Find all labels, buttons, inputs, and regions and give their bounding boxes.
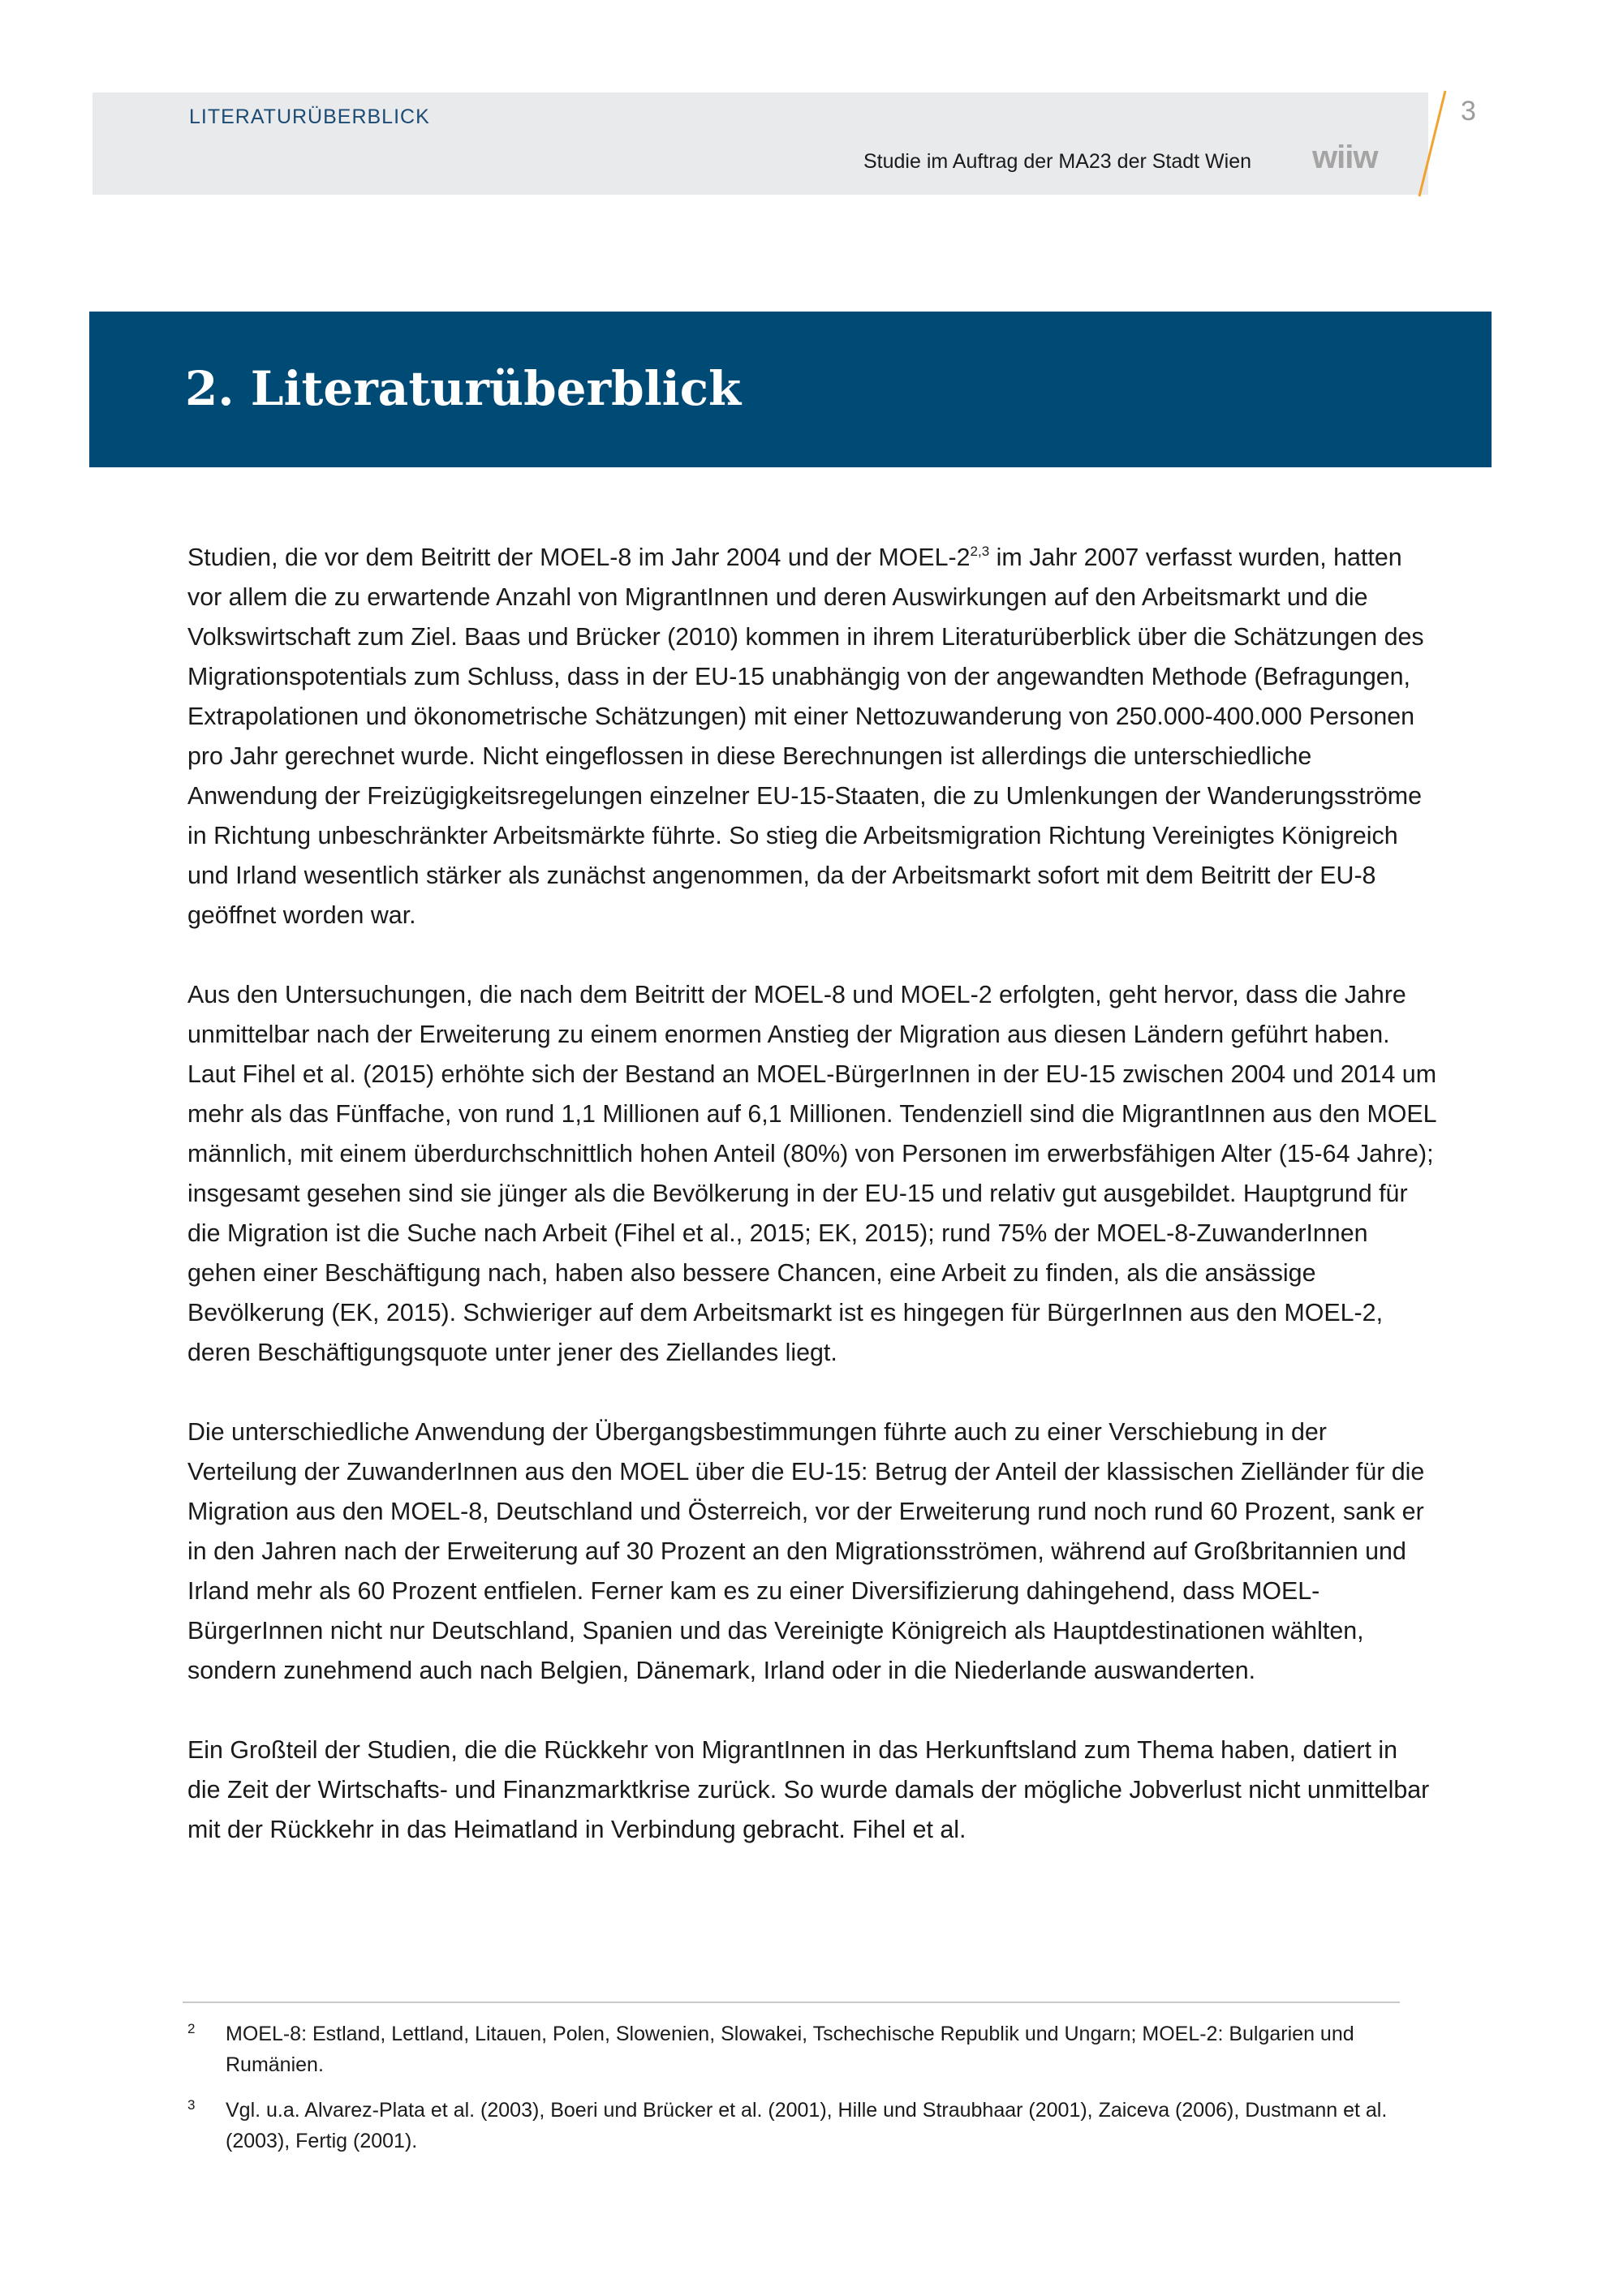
paragraph-3: Die unterschiedliche Anwendung der Übergangsbestimmungen führte auch zu einer Verschiebung in der Verteilung der ZuwanderInnen aus den MOEL über die EU-15: Betrug der Anteil der klassischen Zielländer für die Migration aus den MOEL-8, Deutschland und Österreich, vor der Erweiterung rund noch rund 60 Prozent, sank er in den Jahren nach der Erweiterung auf 30 Prozent an den Migrationsströmen, während auf Großbritannien und Irland mehr als 60 Prozent entfielen. Ferner kam es zu einer Diversifizierung dahingehend, dass MOEL-BürgerInnen nicht nur Deutschland, Spanien und das Vereinigte Königreich als Hauptdestinationen wählten, sondern zunehmend auch nach Belgien, Dänemark, Irland oder in die Niederlande auswanderten. [187,1418,1425,1684]
footnote-text: Vgl. u.a. Alvarez-Plata et al. (2003), Boeri und Brücker et al. (2001), Hille und Straubhaar (2001), Zaiceva (2006), Dustmann et al. (2003), Fertig (2001). [226,2099,1388,2152]
footnote-text: MOEL-8: Estland, Lettland, Litauen, Polen, Slowenien, Slowakei, Tschechische Republik und Ungarn; MOEL-2: Bulgarien und Rumänien. [226,2023,1354,2076]
paragraph-1-start: Studien, die vor dem Beitritt der MOEL-8 im Jahr 2004 und der MOEL-2 [187,544,971,571]
paragraph-2: Aus den Untersuchungen, die nach dem Beitritt der MOEL-8 und MOEL-2 erfolgten, geht hervor, dass die Jahre unmittelbar nach der Erweiterung zu einem enormen Anstieg der Migration aus diesen Ländern geführt haben. Laut Fihel et al. (2015) erhöhte sich der Bestand an MOEL-BürgerInnen in der EU-15 zwischen 2004 und 2014 um mehr als das Fünffache, von rund 1,1 Millionen auf 6,1 Millionen. Tendenziell sind die MigrantInnen aus den MOEL männlich, mit einem überdurchschnittlich hohen Anteil (80%) von Personen im erwerbsfähigen Alter (15-64 Jahre); insgesamt gesehen sind sie jünger als die Bevölkerung in der EU-15 und relativ gut ausgebildet. Hauptgrund für die Migration ist die Suche nach Arbeit (Fihel et al., 2015; EK, 2015); rund 75% der MOEL-8-ZuwanderInnen gehen einer Beschäftigung nach, haben also bessere Chancen, eine Arbeit zu finden, als die ansässige Bevölkerung (EK, 2015). Schwieriger auf dem Arbeitsmarkt ist es hingegen für BürgerInnen aus den MOEL-2, deren Beschäftigungsquote unter jener des Ziellandes liegt. [187,981,1437,1366]
body-text [187,538,1437,1890]
running-header-study: Studie im Auftrag der MA23 der Stadt Wien [863,150,1252,173]
footnote-mark: 2 [187,2021,196,2036]
paragraph-1-rest: im Jahr 2007 verfasst wurden, hatten vor allem die zu erwartende Anzahl von MigrantInnen und deren Auswirkungen auf den Arbeitsmarkt und die Volkswirtschaft zum Ziel. Baas und Brücker (2010) kommen in ihrem Literaturüberblick über die Schätzungen des Migrationspotentials zum Schluss, dass in der EU-15 unabhängig von der angewandten Methode (Befragungen, Extrapolationen und ökonometrische Schätzungen) mit einer Nettozuwanderung von 250.000-400.000 Personen pro Jahr gerechnet wurde. Nicht eingeflossen in diese Berechnungen ist allerdings die unterschiedliche Anwendung der Freizügigkeitsregelungen einzelner EU-15-Staaten, die zu Umlenkungen der Wanderungsströme in Richtung unbeschränkter Arbeitsmärkte führte. So stieg die Arbeitsmigration Richtung Vereinigtes Königreich und Irland wesentlich stärker als zunächst angenommen, da der Arbeitsmarkt sofort mit dem Beitritt der EU-8 geöffnet worden war. [187,544,1424,929]
footnote-mark: 3 [187,2097,196,2113]
paragraph-1 [187,538,1437,935]
footnote-2 [187,2019,1421,2080]
running-header-section: LITERATURÜBERBLICK [189,105,430,128]
footnote-separator [183,2001,1400,2003]
footnote-3 [187,2095,1421,2156]
wiiw-logo: wiiw [1312,140,1378,175]
chapter-title: 2. Literaturüberblick [185,361,742,416]
orange-slash-decoration [1416,89,1449,199]
footnote-reference: 2,3 [970,543,990,559]
page-number: 3 [1461,96,1476,127]
paragraph-4: Ein Großteil der Studien, die die Rückkehr von MigrantInnen in das Herkunftsland zum Thema haben, datiert in die Zeit der Wirtschafts- und Finanzmarktkrise zurück. So wurde damals der mögliche Jobverlust nicht unmittelbar mit der Rückkehr in das Heimatland in Verbindung gebracht. Fihel et al. [187,1736,1430,1843]
